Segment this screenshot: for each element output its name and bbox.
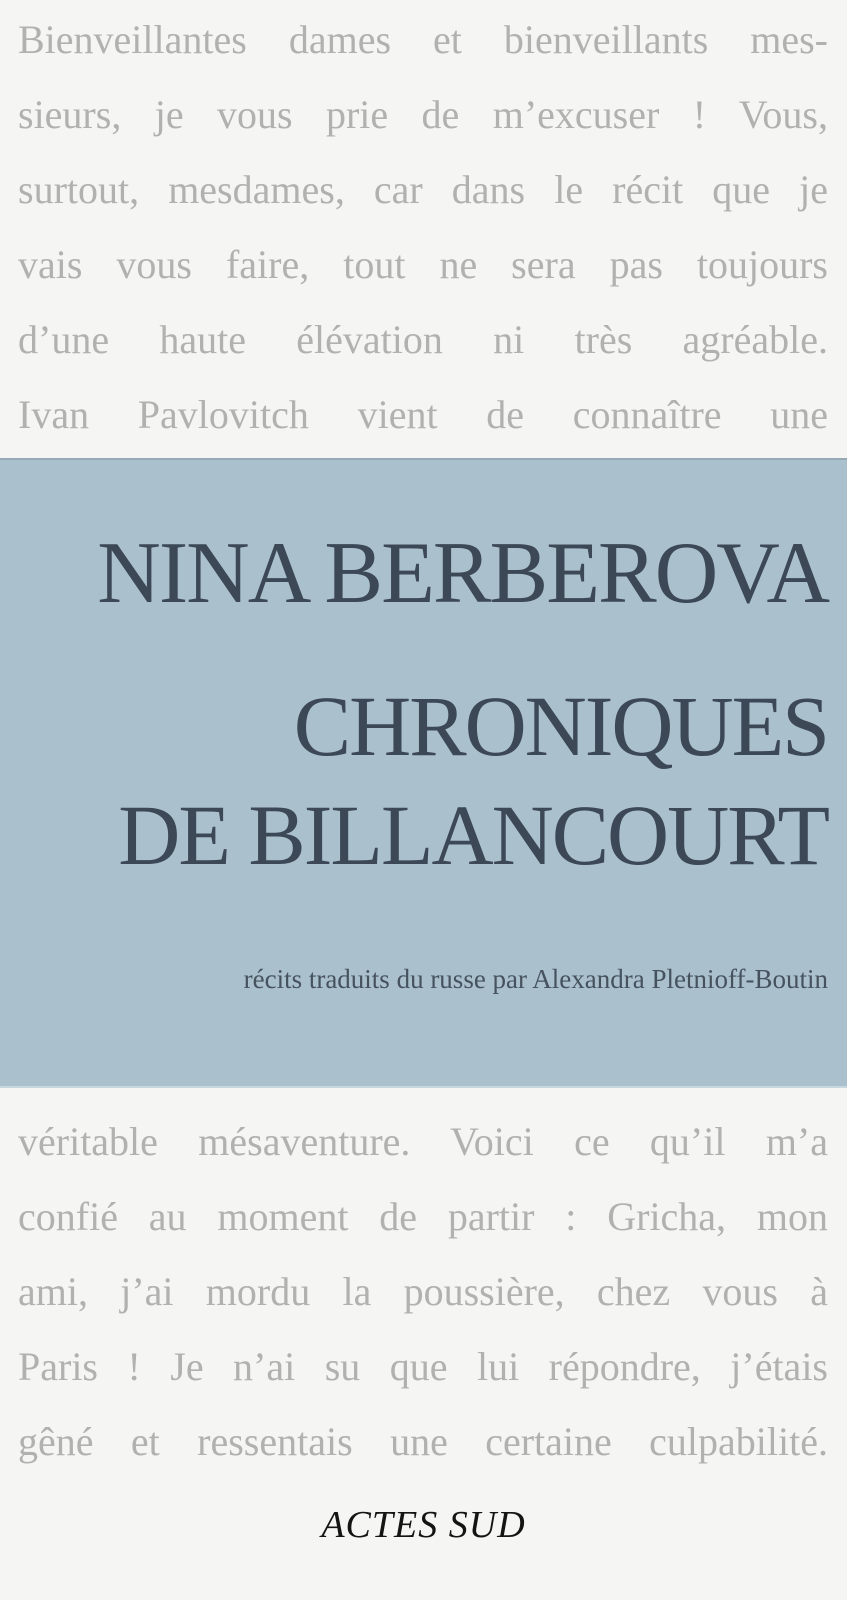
excerpt-line: d’une haute élévation ni très agréable. bbox=[18, 317, 828, 362]
publisher-logo: ACTES SUD bbox=[321, 1504, 526, 1546]
bottom-excerpt bbox=[18, 1104, 828, 1479]
excerpt-line: Bienveillantes dames et bienveillants mes- bbox=[18, 17, 828, 62]
excerpt-line: surtout, mesdames, car dans le récit que je bbox=[18, 167, 828, 212]
top-excerpt bbox=[18, 2, 828, 452]
title-panel bbox=[0, 458, 847, 1088]
excerpt-line: gêné et ressentais une certaine culpabilité. bbox=[18, 1419, 828, 1464]
excerpt-line: Paris ! Je n’ai su que lui répondre, j’étais bbox=[18, 1344, 828, 1389]
excerpt-line: confié au moment de partir : Gricha, mon bbox=[18, 1194, 828, 1239]
excerpt-line: sieurs, je vous prie de m’excuser ! Vous, bbox=[18, 92, 828, 137]
author-name: NINA BERBEROVA bbox=[97, 525, 828, 622]
book-title-line-1: CHRONIQUES bbox=[293, 678, 828, 774]
book-title-line-2: DE BILLANCOURT bbox=[118, 787, 828, 883]
translator-credit: récits traduits du russe par Alexandra Pletnioff-Boutin bbox=[243, 964, 828, 994]
excerpt-line: ami, j’ai mordu la poussière, chez vous à bbox=[18, 1269, 828, 1314]
excerpt-line: véritable mésaventure. Voici ce qu’il m’a bbox=[18, 1119, 828, 1164]
excerpt-line: Ivan Pavlovitch vient de connaître une bbox=[18, 392, 828, 437]
excerpt-line: vais vous faire, tout ne sera pas toujours bbox=[18, 242, 828, 287]
